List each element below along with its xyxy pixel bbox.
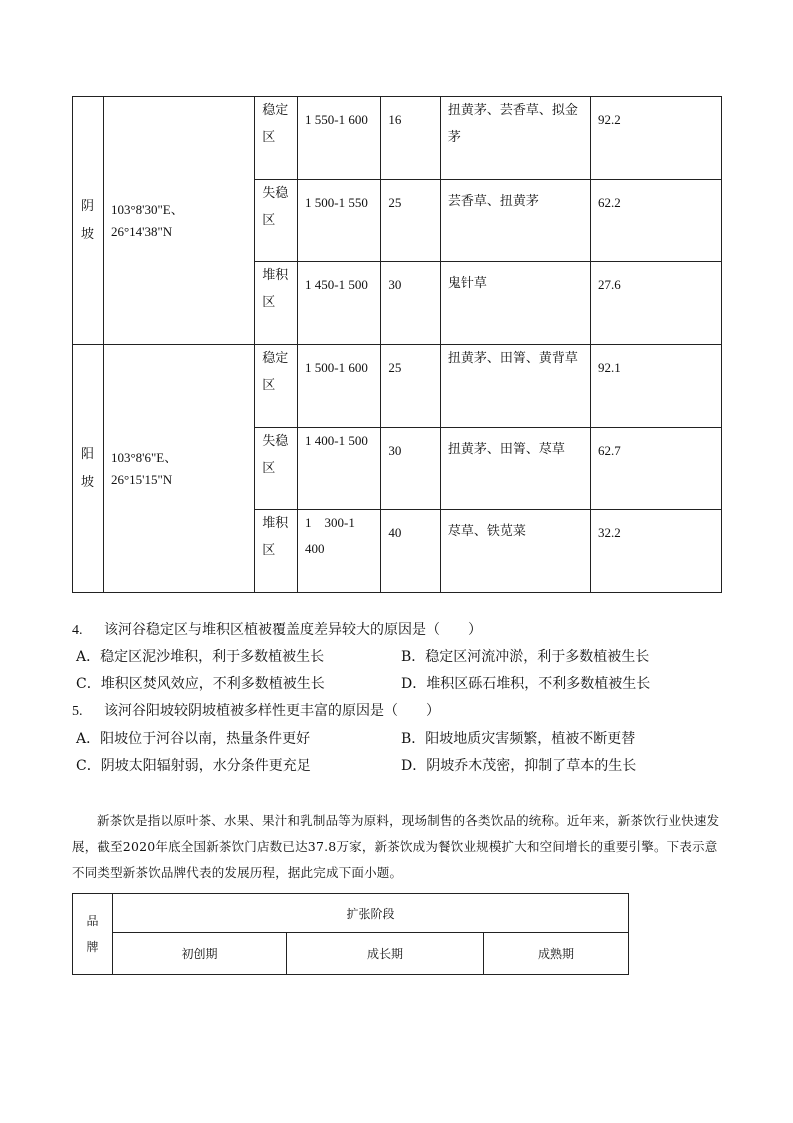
species-cell: 扭黄茅、芸香草、拟金茅 <box>440 97 590 180</box>
altitude-cell: 1 500-1 600 <box>298 345 381 428</box>
species-count-cell: 25 <box>381 345 441 428</box>
stage-cell: 初创期 <box>113 933 287 975</box>
altitude-cell: 1 300-1 400 <box>298 510 381 593</box>
zone-cell <box>255 428 298 510</box>
coordinate-cell <box>103 345 254 593</box>
question-number: 4. <box>72 623 83 638</box>
species-cell: 扭黄茅、田箐、黄背草 <box>440 345 590 428</box>
option-b[interactable]: B．阳坡地质灾害频繁，植被不断更替 <box>401 731 636 747</box>
slope-label: 阳坡 <box>81 446 95 490</box>
zone-label: 失稳区 <box>262 186 289 228</box>
species-count-cell: 40 <box>381 510 441 593</box>
altitude-cell: 1 550-1 600 <box>298 97 381 180</box>
option-c[interactable]: C．堆积区焚风效应，不利多数植被生长 <box>76 676 325 692</box>
longitude: 103°8'6"E、 <box>110 449 178 465</box>
slope-cell <box>73 97 104 345</box>
option-d[interactable]: D．堆积区砾石堆积，不利多数植被生长 <box>401 676 651 692</box>
altitude-cell: 1 400-1 500 <box>298 428 381 510</box>
species-cell: 芸香草、扭黄茅 <box>440 180 590 262</box>
species-cell: 鬼针草 <box>440 262 590 345</box>
stage-header-cell: 扩张阶段 <box>113 894 629 933</box>
table-row <box>73 894 629 933</box>
stage-cell: 成长期 <box>287 933 484 975</box>
zone-cell <box>255 345 298 428</box>
option-b[interactable]: B．稳定区河流冲淤，利于多数植被生长 <box>401 649 650 665</box>
brand-header-cell <box>73 894 113 975</box>
zone-label: 堆积区 <box>262 516 289 558</box>
zone-label: 堆积区 <box>262 268 289 310</box>
table-row <box>73 97 722 180</box>
coverage-cell: 62.7 <box>590 428 721 510</box>
passage-text: 新茶饮是指以原叶茶、水果、果汁和乳制品等为原料，现场制售的各类饮品的统称。近年来，新茶饮行业快速发展，截至2020年底全国新茶饮门店数已达37.8万家，新茶饮成为餐饮业规模扩大和空间增长的重要引擎。下表示意不同类型新茶饮品牌代表的发展历程，据此完成下面小题。 <box>72 813 720 880</box>
vegetation-table <box>72 96 722 593</box>
option-a[interactable]: A．稳定区泥沙堆积，利于多数植被生长 <box>76 649 325 665</box>
zone-cell <box>255 180 298 262</box>
zone-cell <box>255 262 298 345</box>
table-row <box>73 345 722 428</box>
coverage-cell: 62.2 <box>590 180 721 262</box>
species-count-cell: 25 <box>381 180 441 262</box>
slope-cell <box>73 345 104 593</box>
longitude: 103°8'30"E、 <box>110 201 184 217</box>
species-count-cell: 30 <box>381 262 441 345</box>
zone-label: 失稳区 <box>262 434 289 476</box>
slope-label: 阴坡 <box>81 198 95 242</box>
altitude-cell: 1 450-1 500 <box>298 262 381 345</box>
option-a[interactable]: A．阳坡位于河谷以南，热量条件更好 <box>76 731 311 747</box>
latitude: 26°14'38"N <box>110 223 173 239</box>
coverage-cell: 92.2 <box>590 97 721 180</box>
brand-table <box>72 893 629 975</box>
question-4 <box>72 620 482 641</box>
coverage-cell: 32.2 <box>590 510 721 593</box>
zone-cell <box>255 97 298 180</box>
species-cell: 荩草、铁苋菜 <box>440 510 590 593</box>
question-number: 5. <box>72 704 83 719</box>
option-d[interactable]: D．阴坡乔木茂密，抑制了草本的生长 <box>401 758 637 774</box>
latitude: 26°15'15"N <box>110 471 173 487</box>
zone-label: 稳定区 <box>262 103 289 145</box>
stage-cell: 成熟期 <box>484 933 629 975</box>
coverage-cell: 92.1 <box>590 345 721 428</box>
altitude-cell: 1 500-1 550 <box>298 180 381 262</box>
species-count-cell: 30 <box>381 428 441 510</box>
question-5 <box>72 701 440 722</box>
question-stem: 该河谷稳定区与堆积区植被覆盖度差异较大的原因是（ ） <box>104 622 482 638</box>
coverage-cell: 27.6 <box>590 262 721 345</box>
coordinate-cell <box>103 97 254 345</box>
zone-cell <box>255 510 298 593</box>
option-c[interactable]: C．阴坡太阳辐射弱，水分条件更充足 <box>76 758 311 774</box>
question-stem: 该河谷阳坡较阴坡植被多样性更丰富的原因是（ ） <box>104 703 440 719</box>
species-cell: 扭黄茅、田箐、荩草 <box>440 428 590 510</box>
zone-label: 稳定区 <box>262 351 289 393</box>
table-row <box>73 933 629 975</box>
brand-header: 品牌 <box>86 914 99 954</box>
species-count-cell: 16 <box>381 97 441 180</box>
